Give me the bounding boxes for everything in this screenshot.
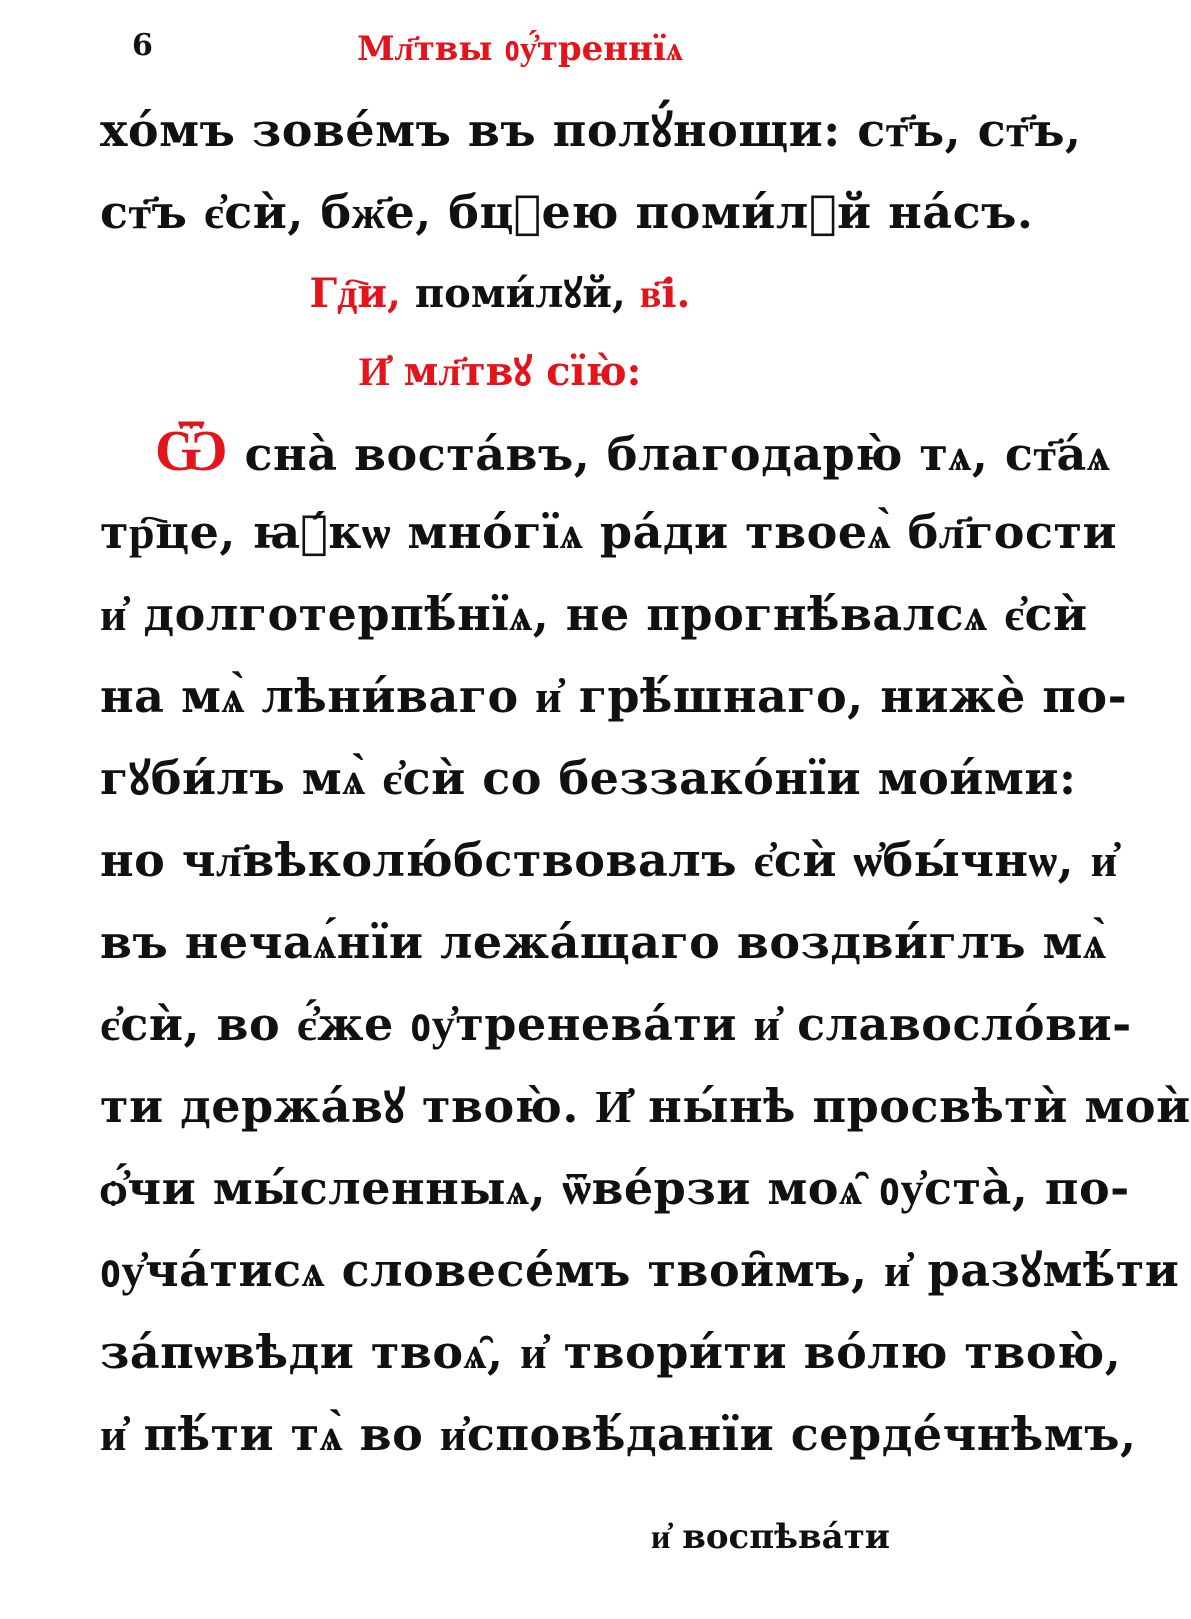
running-title: Мл҃твы ᲂу҆́треннїѧ <box>357 29 683 69</box>
prayer-line: тр҇це, ꙗ҆́кѡ мно́гїѧ ра́ди твоеѧ̀ бл҃гости <box>100 505 1118 559</box>
page-number: 6 <box>132 28 153 63</box>
prayer-line: за́пѡвѣди твоѧ̑, и҆ твори́ти во́лю твою̀, <box>100 1325 1122 1379</box>
rubric-red-start: Гд҇и, <box>309 270 401 317</box>
prayer-line: въ нечаѧ́нїи лежа́щаго воздви́глъ мѧ̀ <box>100 915 1107 969</box>
prayer-line: на мѧ̀ лѣни́ваго и҆ грѣ́шнаго, нижѐ по- <box>100 669 1128 723</box>
text-line: хо́мъ зове́мъ въ полꙋ́нощи: ст҃ъ, ст҃ъ, <box>100 103 1082 157</box>
prayer-first-line-text: сна̀ воста́въ, благодарю̀ тѧ, ст҃а́ѧ <box>228 427 1111 481</box>
prayer-line: є҆сѝ, во є҆́же ᲂу҆тренева́ти и҆ славосло́ви- <box>100 997 1132 1051</box>
catchword: и҆ воспѣва́ти <box>650 1517 890 1557</box>
prayer-line: но чл҃вѣколю́бствовалъ є҆сѝ ѡ҆бы́чнѡ, и҆ <box>100 833 1118 887</box>
drop-cap-initial: Ѿ <box>155 416 229 484</box>
prayer-first-line <box>155 416 1111 484</box>
prayer-line: гꙋби́лъ мѧ̀ є҆сѝ со беззако́нїи мои́ми: <box>100 751 1077 805</box>
page-header <box>0 22 1000 72</box>
rubric-prayer-title: И҆ мл҃твꙋ сїю̀: <box>358 348 642 395</box>
prayer-line: ᲂу҆ча́тисѧ словесе́мъ твои̑мъ, и҆ разꙋмѣ́ти <box>100 1243 1180 1297</box>
rubric-lord-have-mercy <box>0 266 1000 322</box>
prayer-line: ѻ҆́чи мы́сленныѧ, ѿве́рзи моѧ̑ ᲂу҆ста̀, по- <box>100 1161 1130 1215</box>
prayer-line: ти держа́вꙋ твою̀. И҆ ны́нѣ просвѣтѝ моѝ <box>100 1079 1191 1133</box>
prayer-line: и҆ долготерпѣ́нїѧ, не прогнѣ́валсѧ є҆сѝ <box>100 587 1088 641</box>
rubric-red-count: в҃і. <box>639 270 691 317</box>
rubric-black-text: поми́лꙋй, <box>400 270 640 317</box>
prayer-line: и҆ пѣ́ти тѧ̀ во и҆сповѣ́данїи серде́чнѣмъ, <box>100 1407 1137 1461</box>
text-line: ст҃ъ є҆сѝ, бж҃е, бцⷣею поми́лꙋй на́съ. <box>100 185 1034 239</box>
